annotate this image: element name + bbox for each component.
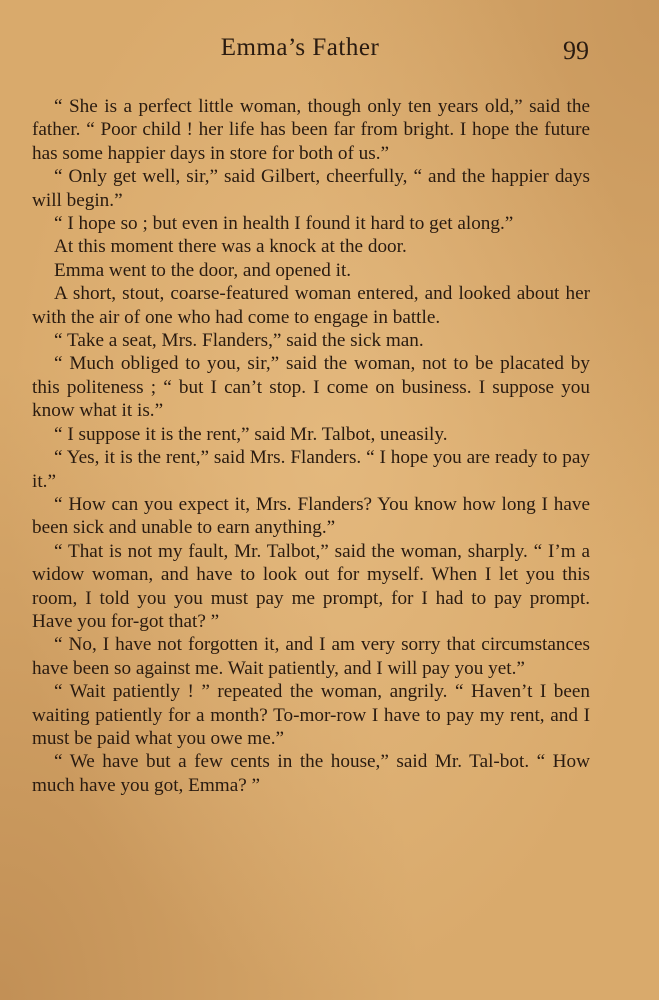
paragraph: “ How can you expect it, Mrs. Flanders? You know how long I have been sick and unable to earn anything.” [32,493,590,539]
page-number: 99 [563,36,589,65]
paragraph: Emma went to the door, and opened it. [54,259,352,281]
chapter-title: Emma’s Father [220,34,380,61]
body-text [32,95,590,797]
paragraph: “ She is a perfect little woman, though only ten years old,” said the father. “ Poor child ! her life has been far from bright. I hope the future has some happier days in store for both of us.” [32,96,590,164]
paragraph: “ Much obliged to you, sir,” said the woman, not to be placated by this politeness ; “ but I can’t stop. I come on business. I suppose you know what it is.” [32,353,590,422]
paragraph: “ We have but a few cents in the house,” said Mr. Tal-bot. “ How much have you got, Emma? ” [32,751,590,796]
paragraph: “ Yes, it is the rent,” said Mrs. Flanders. “ I hope you are ready to pay it.” [32,447,590,492]
paragraph: A short, stout, coarse-featured woman entered, and looked about her with the air of one who had come to engage in battle. [32,283,590,328]
paragraph: “ Only get well, sir,” said Gilbert, cheerfully, “ and the happier days will begin.” [32,166,590,211]
paragraph: “ Wait patiently ! ” repeated the woman, angrily. “ Haven’t I been waiting patiently for a month? To-mor-row I have to pay my rent, and I must be paid what you owe me.” [32,681,590,749]
paragraph: “ Take a seat, Mrs. Flanders,” said the sick man. [54,330,424,352]
paragraph: “ That is not my fault, Mr. Talbot,” said the woman, sharply. “ I’m a widow woman, and have to look out for myself. When I let you this room, I told you you must pay me prompt, for I had to pay prompt. Have you for-got that? ” [32,540,590,632]
paragraph: At this moment there was a knock at the door. [54,236,407,258]
paragraph: “ No, I have not forgotten it, and I am very sorry that circumstances have been so against me. Wait patiently, and I will pay you yet.” [32,634,590,679]
paragraph: “ I hope so ; but even in health I found it hard to get along.” [54,213,514,235]
running-head [0,34,659,66]
paragraph: “ I suppose it is the rent,” said Mr. Talbot, uneasily. [54,423,448,445]
